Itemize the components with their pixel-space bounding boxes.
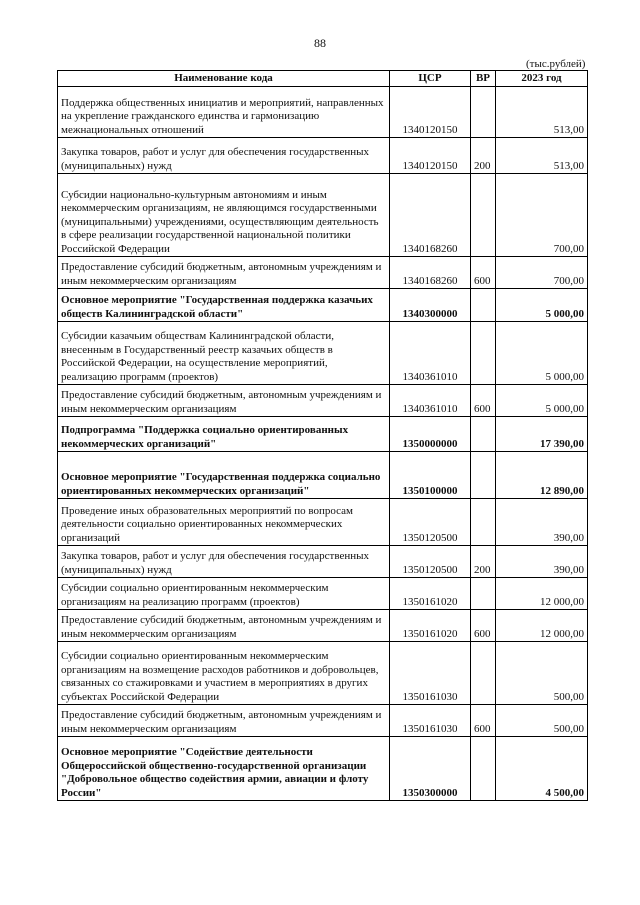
row-name-cell: Основное мероприятие "Государственная поддержка казачьих обществ Калининградской области" (58, 289, 390, 322)
table-row (58, 257, 588, 289)
row-sum-cell: 12 890,00 (496, 452, 588, 499)
row-sum-cell: 12 000,00 (496, 578, 588, 610)
row-sum-cell: 390,00 (496, 499, 588, 546)
row-csr-cell: 1350000000 (390, 417, 471, 452)
row-sum-cell: 390,00 (496, 546, 588, 578)
row-csr-cell: 1350161030 (390, 642, 471, 705)
table-row (58, 642, 588, 705)
table-row (58, 737, 588, 801)
header-vr: ВР (471, 71, 496, 87)
table-row (58, 578, 588, 610)
row-name-cell: Субсидии казачьим обществам Калининградской области, внесенным в Государственный реестр казачьих обществ в Российской Федерации, на осуществление мероприятий, реализацию программ (проектов) (58, 322, 390, 385)
row-name-cell: Подпрограмма "Поддержка социально ориентированных некоммерческих организаций" (58, 417, 390, 452)
row-vr-cell: 600 (471, 385, 496, 417)
row-sum-cell: 5 000,00 (496, 322, 588, 385)
page-number: 88 (314, 36, 326, 50)
row-csr-cell: 1350100000 (390, 452, 471, 499)
row-name-cell: Предоставление субсидий бюджетным, автономным учреждениям и иным некоммерческим организациям (58, 610, 390, 642)
row-csr-cell: 1340168260 (390, 174, 471, 257)
row-vr-cell (471, 452, 496, 499)
row-csr-cell: 1340361010 (390, 385, 471, 417)
row-name-cell: Закупка товаров, работ и услуг для обеспечения государственных (муниципальных) нужд (58, 546, 390, 578)
table-row (58, 174, 588, 257)
table-row (58, 417, 588, 452)
row-csr-cell: 1350120500 (390, 546, 471, 578)
table-row (58, 289, 588, 322)
table-header-row (58, 71, 588, 87)
header-name: Наименование кода (58, 71, 390, 87)
row-csr-cell: 1340168260 (390, 257, 471, 289)
row-sum-cell: 5 000,00 (496, 385, 588, 417)
row-vr-cell: 200 (471, 546, 496, 578)
row-name-cell: Субсидии национально-культурным автономиям и иным некоммерческим организациям, не являющимся государственными (муниципальными) учреждениями, осуществляющим деятельность в сфере реализации государственной национальной политики Российской Федерации (58, 174, 390, 257)
row-vr-cell: 200 (471, 138, 496, 174)
row-vr-cell: 600 (471, 257, 496, 289)
row-name-cell: Предоставление субсидий бюджетным, автономным учреждениям и иным некоммерческим организациям (58, 705, 390, 737)
table-row (58, 546, 588, 578)
row-sum-cell: 700,00 (496, 174, 588, 257)
table-row (58, 499, 588, 546)
table-row (58, 322, 588, 385)
table-row (58, 705, 588, 737)
units-label: (тыс.рублей) (526, 58, 586, 70)
row-vr-cell: 600 (471, 610, 496, 642)
row-csr-cell: 1350120500 (390, 499, 471, 546)
row-csr-cell: 1340120150 (390, 87, 471, 138)
row-sum-cell: 4 500,00 (496, 737, 588, 801)
row-csr-cell: 1350161030 (390, 705, 471, 737)
row-sum-cell: 513,00 (496, 138, 588, 174)
table-row (58, 87, 588, 138)
row-vr-cell (471, 642, 496, 705)
row-csr-cell: 1350161020 (390, 578, 471, 610)
row-vr-cell (471, 87, 496, 138)
row-csr-cell: 1340300000 (390, 289, 471, 322)
row-name-cell: Предоставление субсидий бюджетным, автономным учреждениям и иным некоммерческим организациям (58, 257, 390, 289)
table-row (58, 138, 588, 174)
row-name-cell: Проведение иных образовательных мероприятий по вопросам деятельности социально ориентированных некоммерческих организаций (58, 499, 390, 546)
row-vr-cell (471, 737, 496, 801)
row-vr-cell (471, 322, 496, 385)
row-sum-cell: 17 390,00 (496, 417, 588, 452)
row-vr-cell (471, 417, 496, 452)
row-csr-cell: 1350300000 (390, 737, 471, 801)
row-vr-cell (471, 499, 496, 546)
row-vr-cell: 600 (471, 705, 496, 737)
row-name-cell: Субсидии социально ориентированным некоммерческим организациям на реализацию программ (проектов) (58, 578, 390, 610)
row-name-cell: Закупка товаров, работ и услуг для обеспечения государственных (муниципальных) нужд (58, 138, 390, 174)
table-row (58, 385, 588, 417)
row-sum-cell: 513,00 (496, 87, 588, 138)
row-csr-cell: 1350161020 (390, 610, 471, 642)
row-name-cell: Поддержка общественных инициатив и мероприятий, направленных на укрепление гражданского единства и гармонизацию межнациональных отношений (58, 87, 390, 138)
row-csr-cell: 1340120150 (390, 138, 471, 174)
row-vr-cell (471, 578, 496, 610)
row-sum-cell: 500,00 (496, 642, 588, 705)
row-sum-cell: 12 000,00 (496, 610, 588, 642)
row-name-cell: Предоставление субсидий бюджетным, автономным учреждениям и иным некоммерческим организациям (58, 385, 390, 417)
budget-table (57, 70, 588, 801)
header-sum: 2023 год (496, 71, 588, 87)
row-name-cell: Основное мероприятие "Содействие деятельности Общероссийской общественно-государственной организации "Добровольное общество содействия армии, авиации и флоту России" (58, 737, 390, 801)
row-sum-cell: 500,00 (496, 705, 588, 737)
table-row (58, 452, 588, 499)
header-csr: ЦСР (390, 71, 471, 87)
table-row (58, 610, 588, 642)
row-sum-cell: 700,00 (496, 257, 588, 289)
row-vr-cell (471, 289, 496, 322)
row-csr-cell: 1340361010 (390, 322, 471, 385)
row-name-cell: Основное мероприятие "Государственная поддержка социально ориентированных некоммерческих организаций" (58, 452, 390, 499)
row-vr-cell (471, 174, 496, 257)
row-name-cell: Субсидии социально ориентированным некоммерческим организациям на возмещение расходов работников и добровольцев, связанных со стажировками и участием в мероприятиях в других субъектах Российской Федерации (58, 642, 390, 705)
row-sum-cell: 5 000,00 (496, 289, 588, 322)
